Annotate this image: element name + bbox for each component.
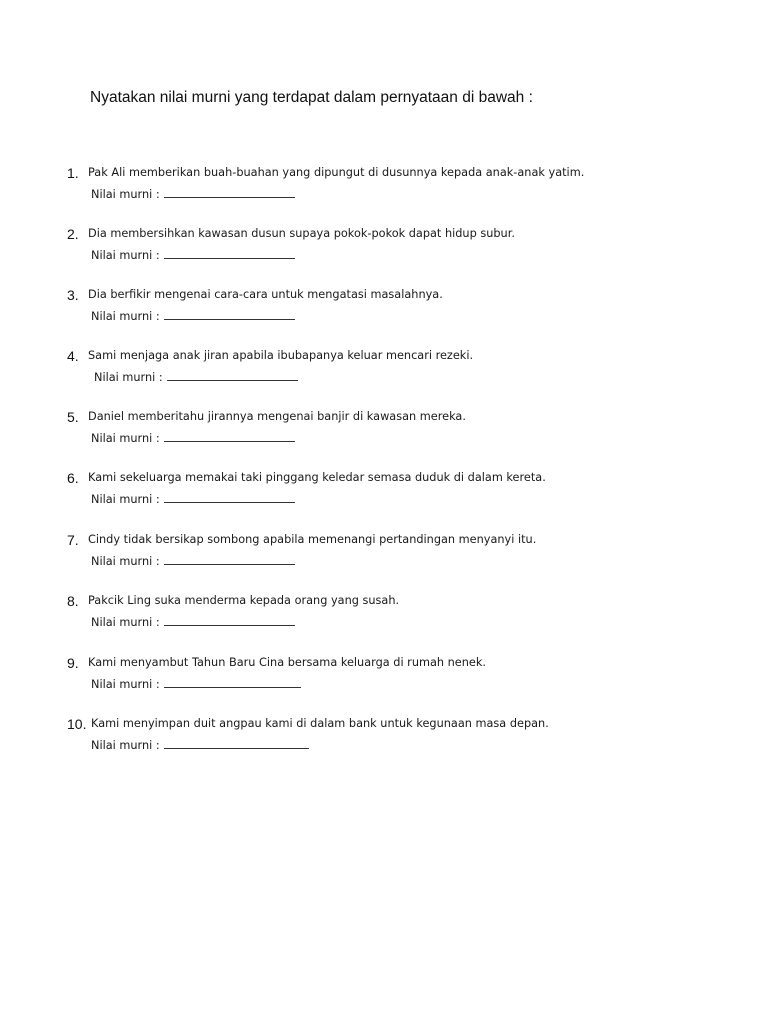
answer-row bbox=[91, 614, 295, 629]
answer-label: Nilai murni : bbox=[91, 188, 160, 201]
answer-label: Nilai murni : bbox=[91, 432, 160, 445]
question-number: 5. bbox=[67, 409, 79, 425]
question-text: Pakcik Ling suka menderma kepada orang yang susah. bbox=[88, 594, 400, 607]
worksheet-title: Nyatakan nilai murni yang terdapat dalam pernyataan di bawah : bbox=[90, 89, 533, 106]
question-number: 4. bbox=[67, 348, 79, 364]
question-number: 10. bbox=[67, 716, 87, 732]
question-number: 9. bbox=[67, 655, 79, 671]
answer-row bbox=[91, 308, 295, 323]
question-item bbox=[0, 409, 768, 459]
answer-label: Nilai murni : bbox=[94, 371, 163, 384]
question-number: 3. bbox=[67, 287, 79, 303]
question-text: Sami menjaga anak jiran apabila ibubapanya keluar mencari rezeki. bbox=[88, 349, 474, 362]
answer-row bbox=[91, 186, 295, 201]
question-item bbox=[0, 287, 768, 337]
question-item bbox=[0, 165, 768, 215]
answer-row bbox=[91, 553, 295, 568]
answer-label: Nilai murni : bbox=[91, 493, 160, 506]
answer-label: Nilai murni : bbox=[91, 555, 160, 568]
answer-blank[interactable] bbox=[164, 676, 301, 688]
answer-blank[interactable] bbox=[164, 308, 295, 320]
answer-label: Nilai murni : bbox=[91, 739, 160, 752]
answer-label: Nilai murni : bbox=[91, 616, 160, 629]
answer-row bbox=[91, 676, 301, 691]
question-text: Daniel memberitahu jirannya mengenai banjir di kawasan mereka. bbox=[88, 410, 466, 423]
question-number: 1. bbox=[67, 165, 79, 181]
question-item bbox=[0, 470, 768, 520]
question-item bbox=[0, 348, 768, 398]
question-text: Kami menyimpan duit angpau kami di dalam bank untuk kegunaan masa depan. bbox=[91, 717, 549, 730]
answer-row bbox=[91, 491, 295, 506]
question-item bbox=[0, 655, 768, 705]
question-item bbox=[0, 716, 768, 766]
question-number: 6. bbox=[67, 470, 79, 486]
answer-blank[interactable] bbox=[164, 553, 295, 565]
answer-blank[interactable] bbox=[164, 614, 295, 626]
question-item bbox=[0, 532, 768, 582]
answer-label: Nilai murni : bbox=[91, 249, 160, 262]
question-number: 7. bbox=[67, 532, 79, 548]
answer-blank[interactable] bbox=[164, 430, 295, 442]
answer-blank[interactable] bbox=[167, 369, 298, 381]
answer-blank[interactable] bbox=[164, 247, 295, 259]
question-text: Dia berfikir mengenai cara-cara untuk mengatasi masalahnya. bbox=[88, 288, 443, 301]
question-text: Kami menyambut Tahun Baru Cina bersama keluarga di rumah nenek. bbox=[88, 656, 487, 669]
answer-label: Nilai murni : bbox=[91, 310, 160, 323]
answer-blank[interactable] bbox=[164, 186, 295, 198]
question-item bbox=[0, 226, 768, 276]
answer-blank[interactable] bbox=[164, 491, 295, 503]
answer-row bbox=[91, 247, 295, 262]
question-number: 8. bbox=[67, 593, 79, 609]
question-text: Kami sekeluarga memakai taki pinggang keledar semasa duduk di dalam kereta. bbox=[88, 471, 546, 484]
answer-row bbox=[94, 369, 298, 384]
answer-row bbox=[91, 430, 295, 445]
question-text: Cindy tidak bersikap sombong apabila memenangi pertandingan menyanyi itu. bbox=[88, 533, 537, 546]
answer-label: Nilai murni : bbox=[91, 678, 160, 691]
question-text: Dia membersihkan kawasan dusun supaya pokok-pokok dapat hidup subur. bbox=[88, 227, 515, 240]
answer-row bbox=[91, 737, 309, 752]
question-number: 2. bbox=[67, 226, 79, 242]
question-text: Pak Ali memberikan buah-buahan yang dipungut di dusunnya kepada anak-anak yatim. bbox=[88, 166, 585, 179]
question-item bbox=[0, 593, 768, 643]
answer-blank[interactable] bbox=[164, 737, 309, 749]
